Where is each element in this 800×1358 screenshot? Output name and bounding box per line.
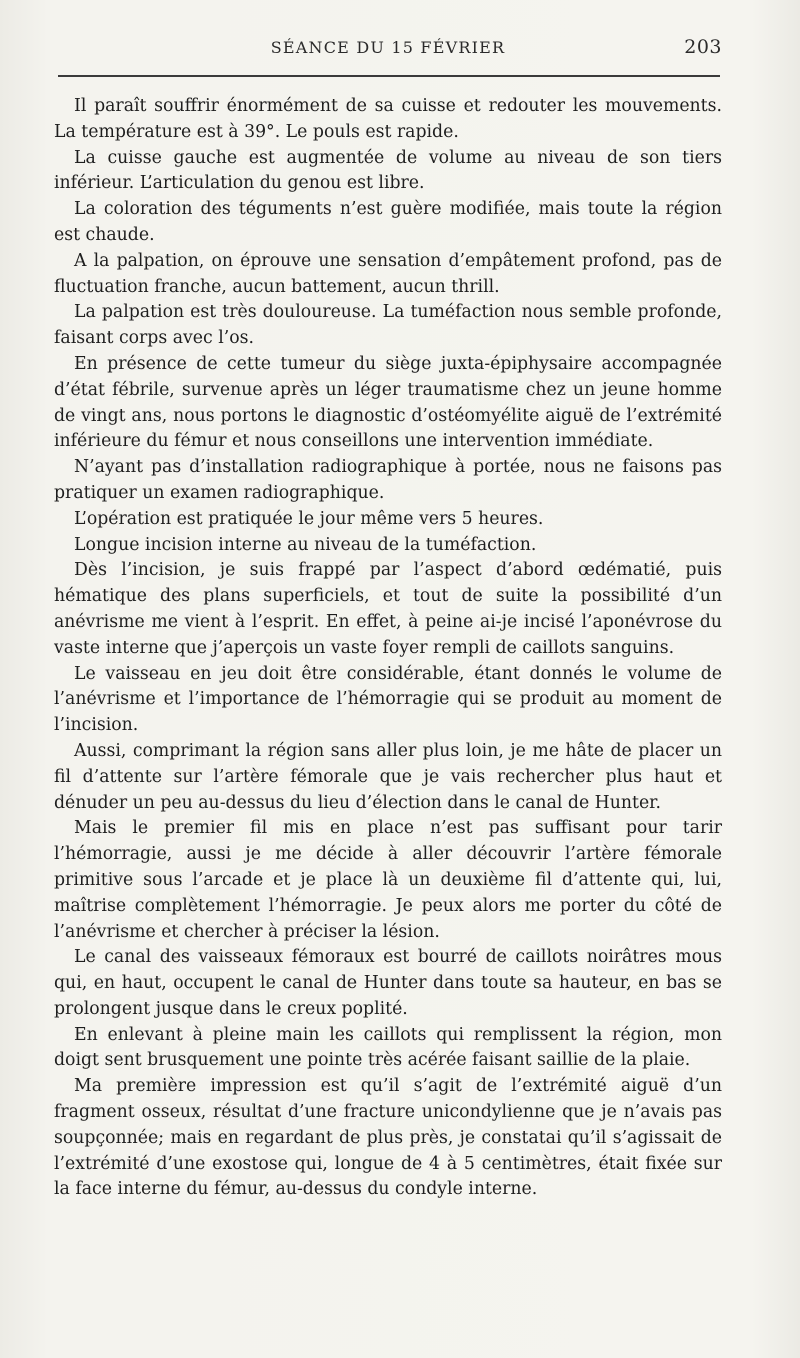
- running-header: [54, 34, 722, 64]
- paragraph: Aussi, comprimant la région sans aller plus loin, je me hâte de placer un fil d’attente sur l’artère fémorale que je vais rechercher plus haut et dénuder un peu au-dessus du lieu d’élection dans le canal de Hunter.: [54, 740, 722, 813]
- paragraph: En enlevant à pleine main les caillots qui remplissent la région, mon doigt sent brusquement une pointe très acérée faisant saillie de la plaie.: [54, 1024, 722, 1071]
- paragraph: Ma première impression est qu’il s’agit de l’extrémité aiguë d’un fragment osseux, résultat d’une fracture unicondylienne que je n’avais pas soupçonnée; mais en regardant de plus près, je constatai qu’il s’agissait de l’extrémité d’une exostose qui, longue de 4 à 5 centimètres, était fixée sur la face interne du fémur, au-dessus du condyle interne.: [54, 1076, 722, 1200]
- running-title: SÉANCE DU 15 FÉVRIER: [270, 38, 506, 57]
- paragraph: La coloration des téguments n’est guère modifiée, mais toute la région est chaude.: [54, 199, 722, 245]
- paragraph: La cuisse gauche est augmentée de volume au niveau de son tiers inférieur. L’articulation du genou est libre.: [54, 147, 722, 194]
- paragraph: En présence de cette tumeur du siège juxta-épiphysaire accompagnée d’état fébrile, survenue après un léger traumatisme chez un jeune homme de vingt ans, nous portons le diagnostic d’ostéomyélite aiguë de l’extrémité inférieure du fémur et nous conseillons une intervention immédiate.: [54, 353, 722, 452]
- paragraph: Le canal des vaisseaux fémoraux est bourré de caillots noirâtres mous qui, en haut, occupent le canal de Hunter dans toute sa hauteur, en bas se prolongent jusque dans le creux poplité.: [54, 947, 722, 1019]
- paragraph: Longue incision interne au niveau de la tuméfaction.: [74, 534, 537, 555]
- paragraph: Il paraît souffrir énormément de sa cuisse et redouter les mouvements. La température est à 39°. Le pouls est rapide.: [54, 96, 722, 142]
- paragraph: L’opération est pratiquée le jour même vers 5 heures.: [74, 508, 544, 529]
- page-number: 203: [684, 36, 722, 58]
- paragraph: Mais le premier fil mis en place n’est pas suffisant pour tarir l’hémorragie, aussi je me décide à aller découvrir l’artère fémorale primitive sous l’arcade et je place là un deuxième fil d’attente qui, lui, maîtrise complètement l’hémorragie. Je peux alors me porter du côté de l’anévrisme et chercher à préciser la lésion.: [54, 818, 722, 942]
- body-text: [54, 94, 722, 1203]
- paragraph: Dès l’incision, je suis frappé par l’aspect d’abord œdématié, puis hématique des plans superficiels, et tout de suite la possibilité d’un anévrisme me vient à l’esprit. En effet, à peine ai-je incisé l’aponévrose du vaste interne que j’aperçois un vaste foyer rempli de caillots sanguins.: [54, 560, 722, 658]
- paragraph: N’ayant pas d’installation radiographique à portée, nous ne faisons pas pratiquer un examen radiographique.: [54, 457, 722, 503]
- paragraph: A la palpation, on éprouve une sensation d’empâtement profond, pas de fluctuation franche, aucun battement, aucun thrill.: [54, 250, 722, 297]
- paragraph: Le vaisseau en jeu doit être considérable, étant donnés le volume de l’anévrisme et l’importance de l’hémorragie qui se produit au moment de l’incision.: [54, 663, 722, 736]
- paragraph: La palpation est très douloureuse. La tuméfaction nous semble profonde, faisant corps avec l’os.: [54, 302, 722, 349]
- header-rule: [58, 75, 720, 77]
